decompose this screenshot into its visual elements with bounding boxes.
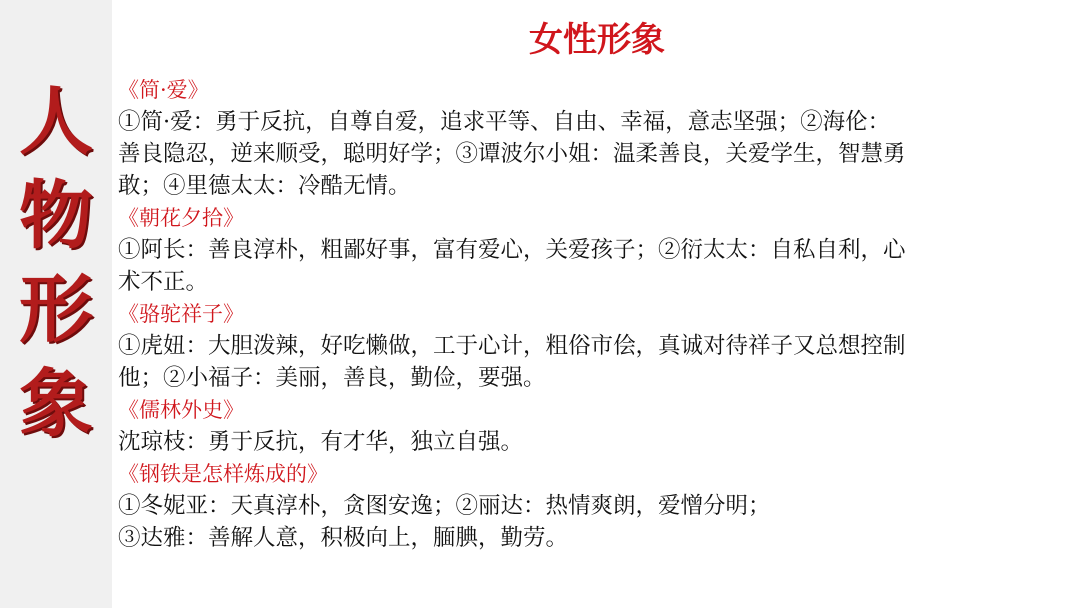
section-text-line: 敢；④里德太太：冷酷无情。 bbox=[118, 173, 411, 199]
section-text-line: ①阿长：善良淳朴，粗鄙好事，富有爱心，关爱孩子；②衍太太：自私自利，心 bbox=[118, 237, 906, 263]
book-title-zhaohua-xishi: 《朝花夕拾》 bbox=[118, 206, 244, 230]
section-text-line: 沈琼枝：勇于反抗，有才华，独立自强。 bbox=[118, 429, 524, 455]
section-text-line: ③达雅：善解人意，积极向上，腼腆，勤劳。 bbox=[118, 525, 569, 551]
section-text-line: 他；②小福子：美丽，善良，勤俭，要强。 bbox=[118, 365, 546, 391]
section-text-line: 善良隐忍，逆来顺受，聪明好学；③谭波尔小姐：温柔善良，关爱学生，智慧勇 bbox=[118, 141, 906, 167]
section-text-line: 术不正。 bbox=[118, 269, 209, 295]
book-title-rulin-waishi: 《儒林外史》 bbox=[118, 398, 244, 422]
section-text-line: ①冬妮亚：天真淳朴，贪图安逸；②丽达：热情爽朗，爱憎分明； bbox=[118, 493, 771, 519]
section-text-line: ①虎妞：大胆泼辣，好吃懒做，工于心计，粗俗市侩，真诚对待祥子又总想控制 bbox=[118, 333, 906, 359]
side-title-char: 象 bbox=[19, 361, 93, 447]
book-title-jane-eyre: 《简·爱》 bbox=[118, 78, 209, 102]
content-body bbox=[118, 74, 1068, 554]
side-title-char: 形 bbox=[19, 267, 93, 353]
side-title-char: 人 bbox=[19, 79, 93, 165]
book-title-luotuo-xiangzi: 《骆驼祥子》 bbox=[118, 302, 244, 326]
book-title-how-steel-tempered: 《钢铁是怎样炼成的》 bbox=[118, 462, 328, 486]
side-title bbox=[0, 75, 112, 451]
section-text-line: ①简·爱：勇于反抗，自尊自爱，追求平等、自由、幸福，意志坚强；②海伦： bbox=[118, 109, 891, 135]
page-title: 女性形象 bbox=[529, 20, 665, 60]
side-title-char: 物 bbox=[19, 173, 93, 259]
